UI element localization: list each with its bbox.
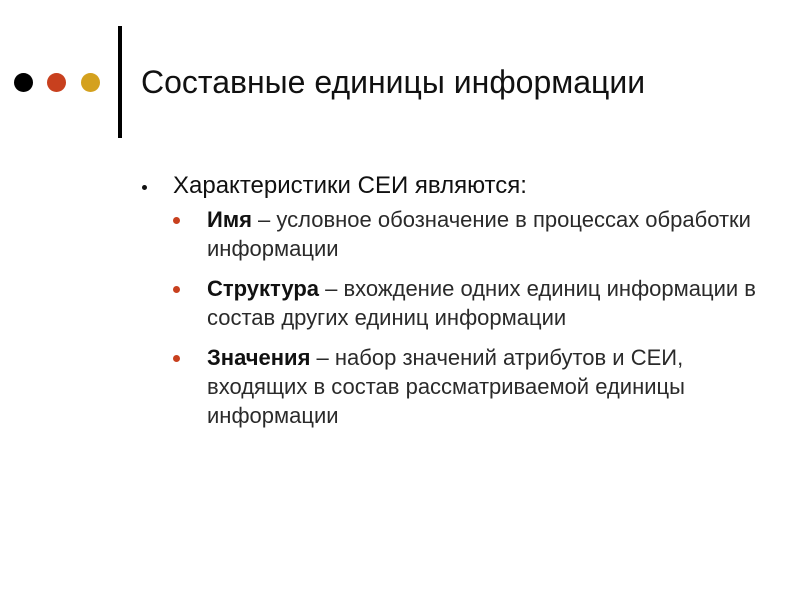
main-bullet xyxy=(142,170,762,202)
bullet-icon xyxy=(142,185,147,190)
sub-bullet-name xyxy=(173,205,762,263)
decorative-dot-gold xyxy=(81,73,100,92)
sub-bullet-icon xyxy=(173,355,180,362)
decorative-dot-red xyxy=(47,73,66,92)
sub-bullet-icon xyxy=(173,217,180,224)
main-bullet-text: Характеристики СЕИ являются: xyxy=(173,172,527,199)
term-name: Имя xyxy=(207,207,252,232)
term-values: Значения xyxy=(207,345,311,370)
sub-bullet-icon xyxy=(173,286,180,293)
sub-bullet-values xyxy=(173,343,762,430)
decorative-dot-black xyxy=(14,73,33,92)
term-name-description: – условное обозначение в процессах обработки информации xyxy=(207,207,751,261)
title-divider xyxy=(118,26,122,138)
slide-content xyxy=(142,170,762,441)
term-values-description: – набор значений атрибутов и СЕИ, входящих в состав рассматриваемой единицы информации xyxy=(207,345,685,428)
sub-bullet-list xyxy=(142,205,762,430)
term-structure: Структура xyxy=(207,276,319,301)
term-structure-description: – вхождение одних единиц информации в состав других единиц информации xyxy=(207,276,756,330)
slide-title: Составные единицы информации xyxy=(141,64,646,100)
sub-bullet-structure xyxy=(173,274,762,332)
